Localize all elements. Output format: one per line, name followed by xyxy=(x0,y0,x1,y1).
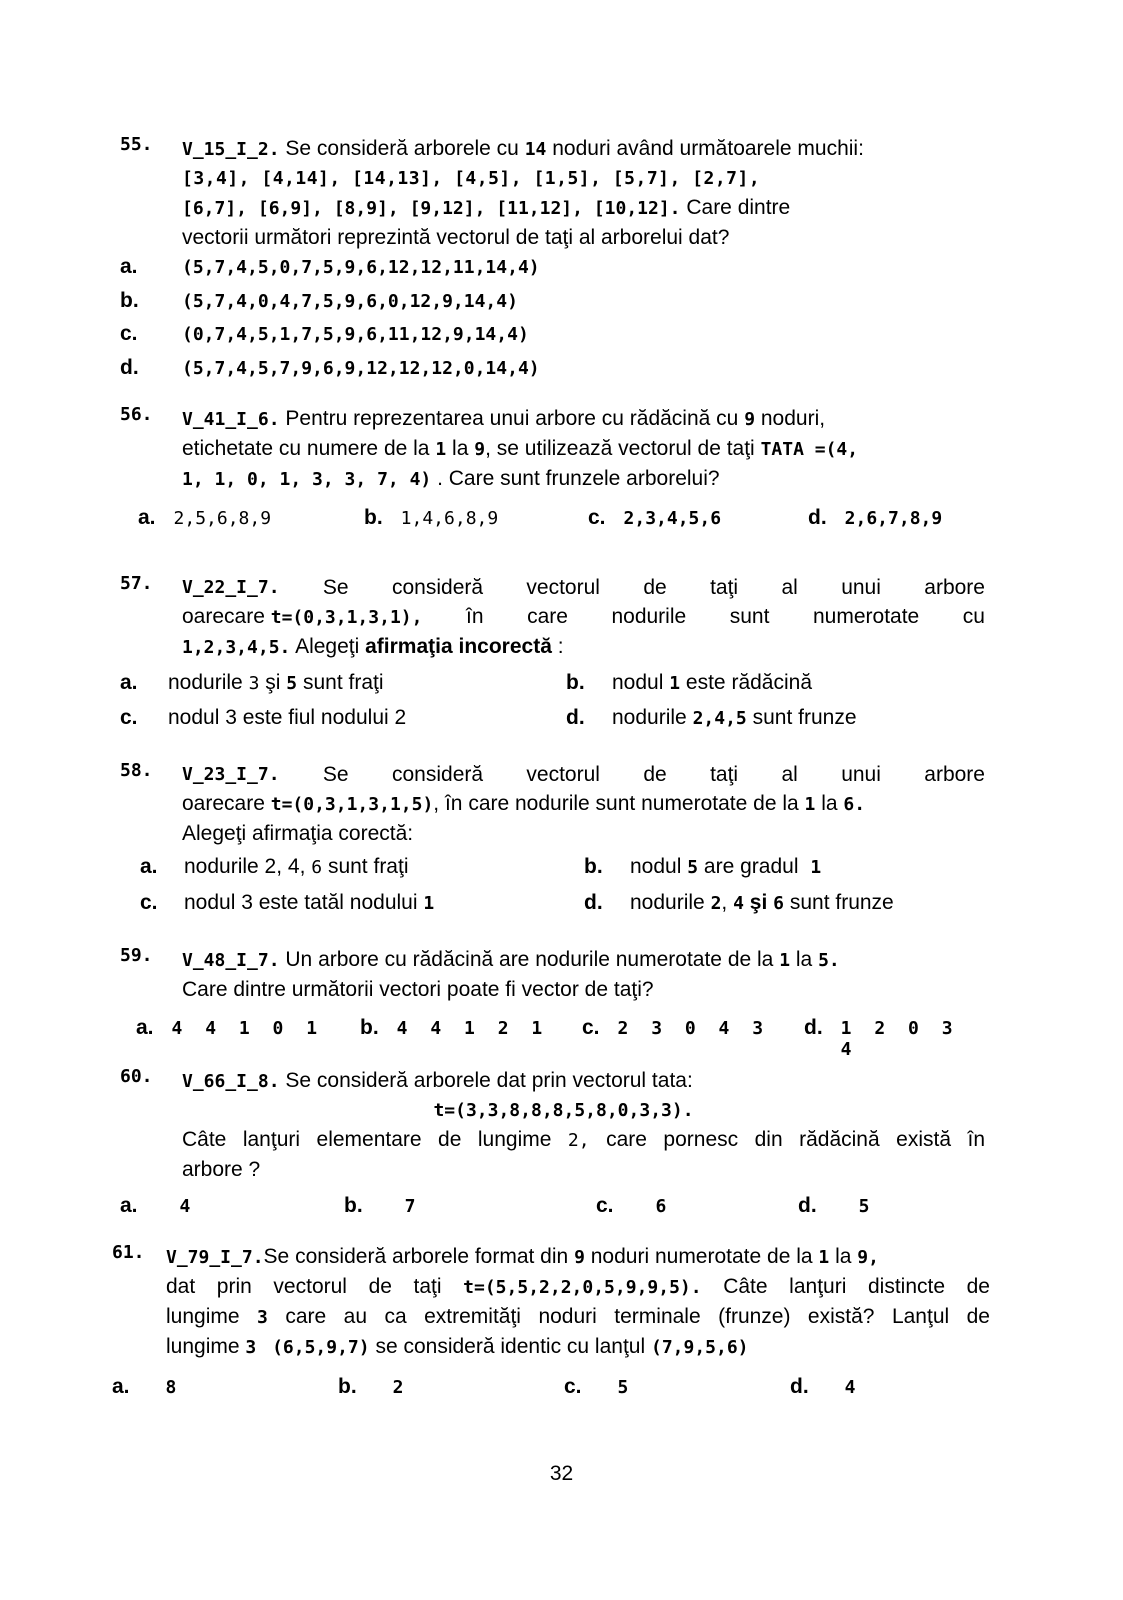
option-label: b. xyxy=(344,1194,363,1217)
option-d[interactable] xyxy=(808,506,942,530)
option-value: 1,4,6,8,9 xyxy=(400,508,499,529)
option-label: a. xyxy=(140,855,158,878)
option-a[interactable] xyxy=(140,855,409,879)
option-label: c. xyxy=(140,891,158,914)
inline-code: 9 xyxy=(474,439,486,460)
inline-code: 14 xyxy=(524,139,547,160)
option-value: 4 xyxy=(179,1196,191,1217)
option-c[interactable] xyxy=(120,322,529,346)
option-value: 5 xyxy=(617,1377,629,1398)
option-label: d. xyxy=(584,891,603,914)
question-text: care au ca extremităţi noduri terminale (frunze) există? Lanţul de xyxy=(285,1305,990,1328)
word: sunt xyxy=(729,605,770,628)
question-code: V_15_I_2. xyxy=(182,139,280,160)
question-60 xyxy=(120,1066,985,1184)
option-label: c. xyxy=(120,322,138,345)
option-text: nodurile 2,4,5 sunt frunze xyxy=(612,706,857,729)
question-text: arbore ? xyxy=(182,1158,261,1181)
question-text: lungime xyxy=(166,1335,240,1358)
option-text: nodul 3 este fiul nodului 2 xyxy=(168,706,407,729)
inline-code: 2, xyxy=(567,1130,590,1151)
question-text: Care dintre următorii vectori poate fi vector de taţi? xyxy=(182,978,654,1001)
question-number: 58. xyxy=(120,760,153,781)
option-label: d. xyxy=(790,1375,809,1398)
option-value: 1 2 0 3 4 xyxy=(840,1018,959,1060)
question-text: Se consideră arborele format din xyxy=(263,1245,569,1268)
inline-code: 1,2,3,4,5. xyxy=(182,637,291,658)
question-text: Se consideră arborele cu xyxy=(285,137,519,160)
option-label: b. xyxy=(120,289,139,312)
word: al xyxy=(781,763,798,786)
inline-code: t=(5,5,2,2,0,5,9,9,5). xyxy=(463,1277,702,1298)
inline-code: 6. xyxy=(843,794,866,815)
question-61 xyxy=(112,1242,990,1362)
word: Se xyxy=(322,763,349,786)
question-text: Care dintre xyxy=(686,196,791,219)
option-b[interactable] xyxy=(364,506,498,530)
option-label: d. xyxy=(808,506,827,529)
edges-line-2: [6,7], [6,9], [8,9], [9,12], [11,12], [10,12]. xyxy=(182,198,681,219)
question-text: noduri numerotate de la xyxy=(590,1245,813,1268)
question-number: 59. xyxy=(120,945,153,966)
question-text: noduri, xyxy=(760,407,826,430)
word: unui xyxy=(841,576,881,599)
option-value: (0,7,4,5,1,7,5,9,6,11,12,9,14,4) xyxy=(182,324,529,345)
question-text: lungime xyxy=(166,1305,240,1328)
question-text: Câte lanţuri elementare de lungime xyxy=(182,1128,552,1151)
option-c[interactable] xyxy=(140,891,434,915)
word: taţi xyxy=(710,763,739,786)
question-text: Pentru reprezentarea unui arbore cu rădăcină cu xyxy=(285,407,739,430)
word: unui xyxy=(841,763,881,786)
option-d[interactable] xyxy=(584,891,894,915)
word: al xyxy=(781,576,798,599)
option-value: 5 xyxy=(858,1196,870,1217)
option-label: a. xyxy=(120,671,138,694)
option-label: c. xyxy=(582,1016,600,1039)
word: de xyxy=(643,576,667,599)
inline-code: (6,5,9,7) xyxy=(272,1337,370,1358)
option-label: a. xyxy=(112,1375,130,1398)
option-value: 6 xyxy=(655,1196,667,1217)
question-code: V_41_I_6. xyxy=(182,409,280,430)
option-value: 4 4 1 0 1 xyxy=(171,1018,324,1039)
option-value: 4 xyxy=(844,1377,856,1398)
question-text: la xyxy=(795,948,813,971)
option-b[interactable] xyxy=(566,671,812,695)
word: numerotate xyxy=(813,605,920,628)
option-d[interactable] xyxy=(804,1016,990,1060)
question-text: Un arbore cu rădăcină are nodurile numerotate de la xyxy=(285,948,774,971)
option-d[interactable] xyxy=(120,356,540,380)
option-label: d. xyxy=(120,356,139,379)
inline-code: 3 xyxy=(245,1337,257,1358)
option-value: 2,6,7,8,9 xyxy=(844,508,943,529)
option-a[interactable] xyxy=(112,1375,176,1399)
option-d[interactable] xyxy=(790,1375,856,1399)
word: cu xyxy=(962,605,985,628)
options-row xyxy=(112,1375,982,1405)
option-text: nodurile 3 şi 5 sunt fraţi xyxy=(168,671,384,694)
option-b[interactable] xyxy=(338,1375,404,1399)
option-c[interactable] xyxy=(564,1375,628,1399)
option-value: 7 xyxy=(404,1196,416,1217)
option-value: (5,7,4,5,7,9,6,9,12,12,12,0,14,4) xyxy=(182,358,540,379)
question-number: 61. xyxy=(112,1242,145,1263)
option-label: b. xyxy=(566,671,585,694)
question-number: 56. xyxy=(120,404,153,425)
option-value: 2 3 0 4 3 xyxy=(617,1018,770,1039)
question-text: Se consideră arborele dat prin vectorul tata: xyxy=(285,1069,693,1092)
question-number: 60. xyxy=(120,1066,153,1087)
inline-code: 5. xyxy=(818,950,840,971)
option-value: (5,7,4,0,4,7,5,9,6,0,12,9,14,4) xyxy=(182,291,518,312)
option-value: 4 4 1 2 1 xyxy=(396,1018,549,1039)
word: vectorul xyxy=(526,576,600,599)
question-56 xyxy=(120,404,985,494)
question-text: la xyxy=(835,1245,852,1268)
inline-code: 9, xyxy=(857,1247,879,1268)
option-a[interactable] xyxy=(138,506,271,530)
question-57 xyxy=(120,573,985,662)
option-label: d. xyxy=(804,1016,823,1039)
word: consideră xyxy=(391,576,484,599)
inline-code: 1 xyxy=(779,950,791,971)
word: arbore xyxy=(924,763,985,786)
option-c[interactable] xyxy=(582,1016,769,1040)
option-value: (5,7,4,5,0,7,5,9,6,12,12,11,14,4) xyxy=(182,257,540,278)
option-b[interactable] xyxy=(344,1194,416,1218)
question-text: care pornesc din rădăcină există în xyxy=(606,1128,985,1151)
options-row xyxy=(120,1194,990,1224)
word: taţi xyxy=(710,576,739,599)
inline-code: 1 xyxy=(818,1247,830,1268)
option-text: nodul 3 este tatăl nodului 1 xyxy=(184,891,435,914)
question-code: V_66_I_8. xyxy=(182,1071,280,1092)
option-label: d. xyxy=(798,1194,817,1217)
word: care xyxy=(527,605,568,628)
page-number: 32 xyxy=(549,1462,574,1485)
options-row xyxy=(120,1016,990,1060)
option-a[interactable] xyxy=(120,1194,190,1218)
inline-code: 9 xyxy=(744,409,756,430)
option-label: c. xyxy=(564,1375,582,1398)
word: nodurile xyxy=(611,605,687,628)
option-b[interactable] xyxy=(584,855,821,879)
option-label: a. xyxy=(138,506,156,529)
option-d[interactable] xyxy=(798,1194,870,1218)
option-value: 2 xyxy=(392,1377,404,1398)
question-text: etichetate cu numere de la xyxy=(182,437,430,460)
inline-code: (7,9,5,6) xyxy=(650,1337,749,1358)
question-text: la xyxy=(452,437,469,460)
question-text: , în care nodurile sunt numerotate de la xyxy=(433,792,799,815)
question-text: : xyxy=(557,635,564,658)
question-code: V_48_I_7. xyxy=(182,950,280,971)
option-a[interactable] xyxy=(120,255,540,279)
word: consideră xyxy=(391,763,484,786)
question-text: , se utilizează vectorul de taţi xyxy=(485,437,755,460)
option-text: nodul 1 este rădăcină xyxy=(612,671,813,694)
question-58 xyxy=(120,760,985,848)
question-text: . Care sunt frunzele arborelui? xyxy=(437,467,720,490)
option-text: nodurile 2, 4, 6 sunt fraţi xyxy=(184,855,409,878)
option-label: d. xyxy=(566,706,585,729)
question-number: 55. xyxy=(120,134,153,155)
question-text: Câte lanţuri distincte de xyxy=(723,1275,990,1298)
word: Se xyxy=(322,576,349,599)
word: oarecare xyxy=(182,792,265,815)
option-label: a. xyxy=(120,255,138,278)
option-d[interactable] xyxy=(566,706,857,730)
option-b[interactable] xyxy=(360,1016,548,1040)
option-label: c. xyxy=(120,706,138,729)
option-c[interactable] xyxy=(588,506,721,530)
option-b[interactable] xyxy=(120,289,518,313)
option-value: 2,5,6,8,9 xyxy=(173,508,272,529)
question-55 xyxy=(120,134,985,252)
inline-code: 1 xyxy=(804,794,816,815)
question-text: Alegeţi xyxy=(295,635,360,658)
option-value: 2,3,4,5,6 xyxy=(623,508,722,529)
question-text: dat prin vectorul de taţi xyxy=(166,1275,442,1298)
word: în xyxy=(466,605,484,628)
emphasis-text: afirmaţia incorectă xyxy=(365,635,552,658)
option-label: b. xyxy=(360,1016,379,1039)
inline-code: 1 xyxy=(435,439,447,460)
inline-code: 9 xyxy=(574,1247,585,1268)
option-c[interactable] xyxy=(120,706,406,730)
option-a[interactable] xyxy=(136,1016,323,1040)
inline-code: 3 xyxy=(257,1307,268,1328)
option-label: c. xyxy=(588,506,606,529)
question-text: se consideră identic cu lanţul xyxy=(375,1335,646,1358)
word: de xyxy=(643,763,667,786)
inline-code: TATA =(4, xyxy=(760,439,859,460)
question-text: Alegeţi afirmaţia corectă: xyxy=(182,822,414,845)
question-text: noduri având următoarele muchii: xyxy=(552,137,864,160)
word: vectorul xyxy=(526,763,600,786)
word: oarecare xyxy=(182,605,265,628)
option-label: c. xyxy=(596,1194,614,1217)
question-number: 57. xyxy=(120,573,153,594)
question-text: la xyxy=(821,792,838,815)
option-label: b. xyxy=(338,1375,357,1398)
question-code: V_79_I_7. xyxy=(166,1247,264,1268)
option-c[interactable] xyxy=(596,1194,666,1218)
option-label: b. xyxy=(584,855,603,878)
option-a[interactable] xyxy=(120,671,384,695)
option-label: a. xyxy=(120,1194,138,1217)
inline-code: t=(3,3,8,8,8,5,8,0,3,3). xyxy=(433,1100,694,1121)
option-label: b. xyxy=(364,506,383,529)
option-value: 8 xyxy=(165,1377,177,1398)
inline-code: t=(0,3,1,3,1,5) xyxy=(270,794,434,815)
question-text: vectorii următori reprezintă vectorul de taţi al arborelui dat? xyxy=(182,226,730,249)
option-label: a. xyxy=(136,1016,154,1039)
options-row xyxy=(120,506,990,536)
inline-code: t=(0,3,1,3,1), xyxy=(270,607,423,628)
question-code: V_22_I_7. xyxy=(182,577,280,598)
question-code: V_23_I_7. xyxy=(182,764,280,785)
word: arbore xyxy=(924,576,985,599)
inline-code: 1, 1, 0, 1, 3, 3, 7, 4) xyxy=(182,469,432,490)
option-text: nodurile 2, 4 şi 6 sunt frunze xyxy=(630,891,894,914)
edges-line-1: [3,4], [4,14], [14,13], [4,5], [1,5], [5,7], [2,7], xyxy=(182,168,761,189)
option-text: nodul 5 are gradul 1 xyxy=(630,855,822,878)
question-59 xyxy=(120,945,985,1004)
